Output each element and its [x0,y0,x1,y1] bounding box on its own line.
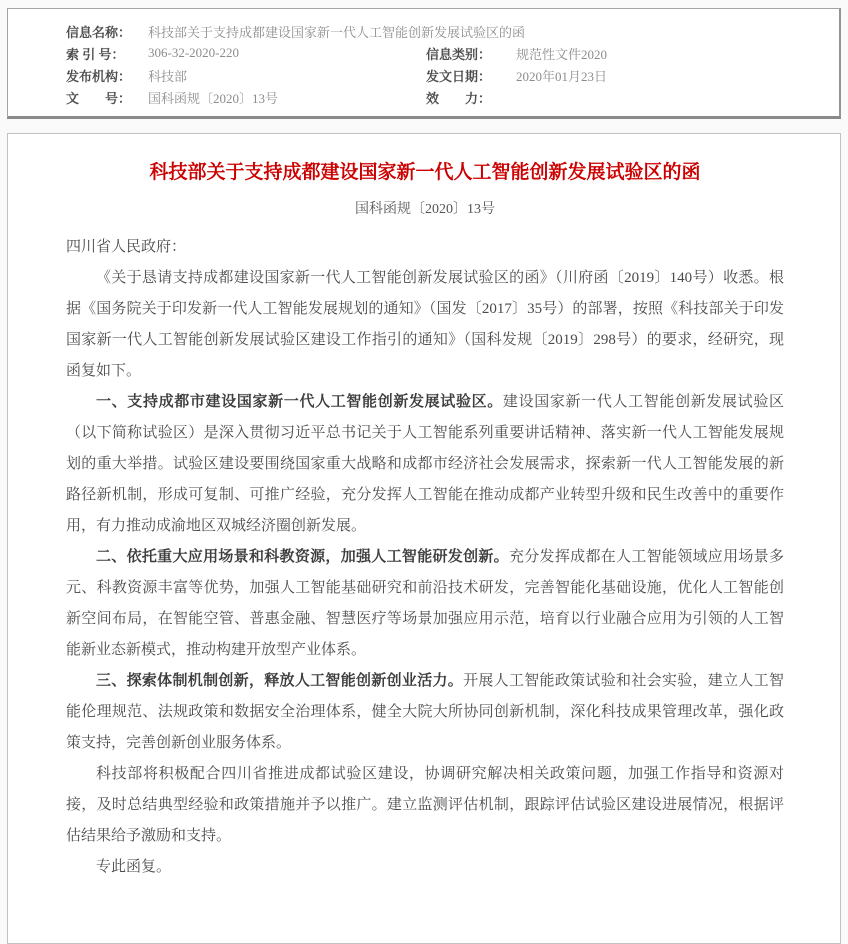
document-info-box [7,8,841,119]
paragraph-section-2 [66,542,784,666]
meta-value-info-category: 规范性文件2020 [516,46,608,62]
paragraph-closing [66,852,784,883]
meta-label-document-number: 文 号： [66,90,132,106]
meta-value-issue-date: 2020年01月23日 [516,68,608,84]
paragraph-section-1 [66,387,784,542]
meta-label-validity: 效 力： [426,90,492,106]
document-panel [7,133,841,944]
paragraph-lead: 二、依托重大应用场景和科教资源，加强人工智能研发创新。 [96,549,509,565]
paragraph-section-3 [66,666,784,759]
meta-value-index-number: 306-32-2020-220 [148,45,239,60]
paragraph-intro [66,263,784,387]
paragraph-text: 《关于恳请支持成都建设国家新一代人工智能创新发展试验区的函》（川府函〔2019〕140号）收悉。根据《国务院关于印发新一代人工智能发展规划的通知》（国发〔2017〕35号）的部署，按照《科技部关于印发国家新一代人工智能创新发展试验区建设工作指引的通知》（国科发规〔2019〕298号）的要求，经研究，现函复如下。 [66,270,784,379]
paragraph-text: 建设国家新一代人工智能创新发展试验区（以下简称试验区）是深入贯彻习近平总书记关于人工智能系列重要讲话精神、落实新一代人工智能发展规划的重大举措。试验区建设要围绕国家重大战略和成都市经济社会发展需求，探索新一代人工智能发展的新路径新机制，形成可复制、可推广经验，充分发挥人工智能在推动成都产业转型升级和民生改善中的重要作用，有力推动成渝地区双城经济圈创新发展。 [66,394,784,534]
meta-label-info-name: 信息名称： [66,24,132,40]
document-content [66,232,784,883]
paragraph-lead: 三、探索体制机制创新，释放人工智能创新创业活力。 [96,673,464,689]
meta-label-info-category: 信息类别： [426,46,492,62]
salutation: 四川省人民政府： [66,239,187,255]
paragraph-text: 专此函复。 [96,859,172,875]
document-title: 科技部关于支持成都建设国家新一代人工智能创新发展试验区的函 [149,162,701,183]
meta-value-document-number: 国科函规〔2020〕13号 [148,90,279,106]
meta-row-docnumber [66,86,829,108]
paragraph-lead: 一、支持成都市建设国家新一代人工智能创新发展试验区。 [96,394,503,410]
paragraph-text: 科技部将积极配合四川省推进成都试验区建设，协调研究解决相关政策问题，加强工作指导和资源对接，及时总结典型经验和政策措施并予以推广。建立监测评估机制，跟踪评估试验区建设进展情况，根据评估结果给予激励和支持。 [66,766,784,844]
meta-label-index-number: 索 引 号： [66,46,125,62]
meta-value-issuing-agency: 科技部 [148,68,188,84]
paragraph-text: 充分发挥成都在人工智能领域应用场景多元、科教资源丰富等优势，加强人工智能基础研究和前沿技术研发，完善智能化基础设施，优化人工智能创新空间布局，在智能空管、普惠金融、智慧医疗等场景加强应用示范，培育以行业融合应用为引领的人工智能新业态新模式，推动构建开放型产业体系。 [66,549,784,658]
meta-value-info-name: 科技部关于支持成都建设国家新一代人工智能创新发展试验区的函 [148,24,526,40]
meta-row-title [66,20,829,42]
paragraph-support [66,759,784,852]
meta-label-issue-date: 发文日期： [426,68,492,84]
meta-row-index [66,42,829,64]
meta-row-agency [66,64,829,86]
paragraph-text: 开展人工智能政策试验和社会实验，建立人工智能伦理规范、法规政策和数据安全治理体系，健全大院大所协同创新机制，深化科技成果管理改革，强化政策支持，完善创新创业服务体系。 [66,673,784,751]
document-number: 国科函规〔2020〕13号 [355,202,495,217]
meta-label-issuing-agency: 发布机构： [66,68,132,84]
